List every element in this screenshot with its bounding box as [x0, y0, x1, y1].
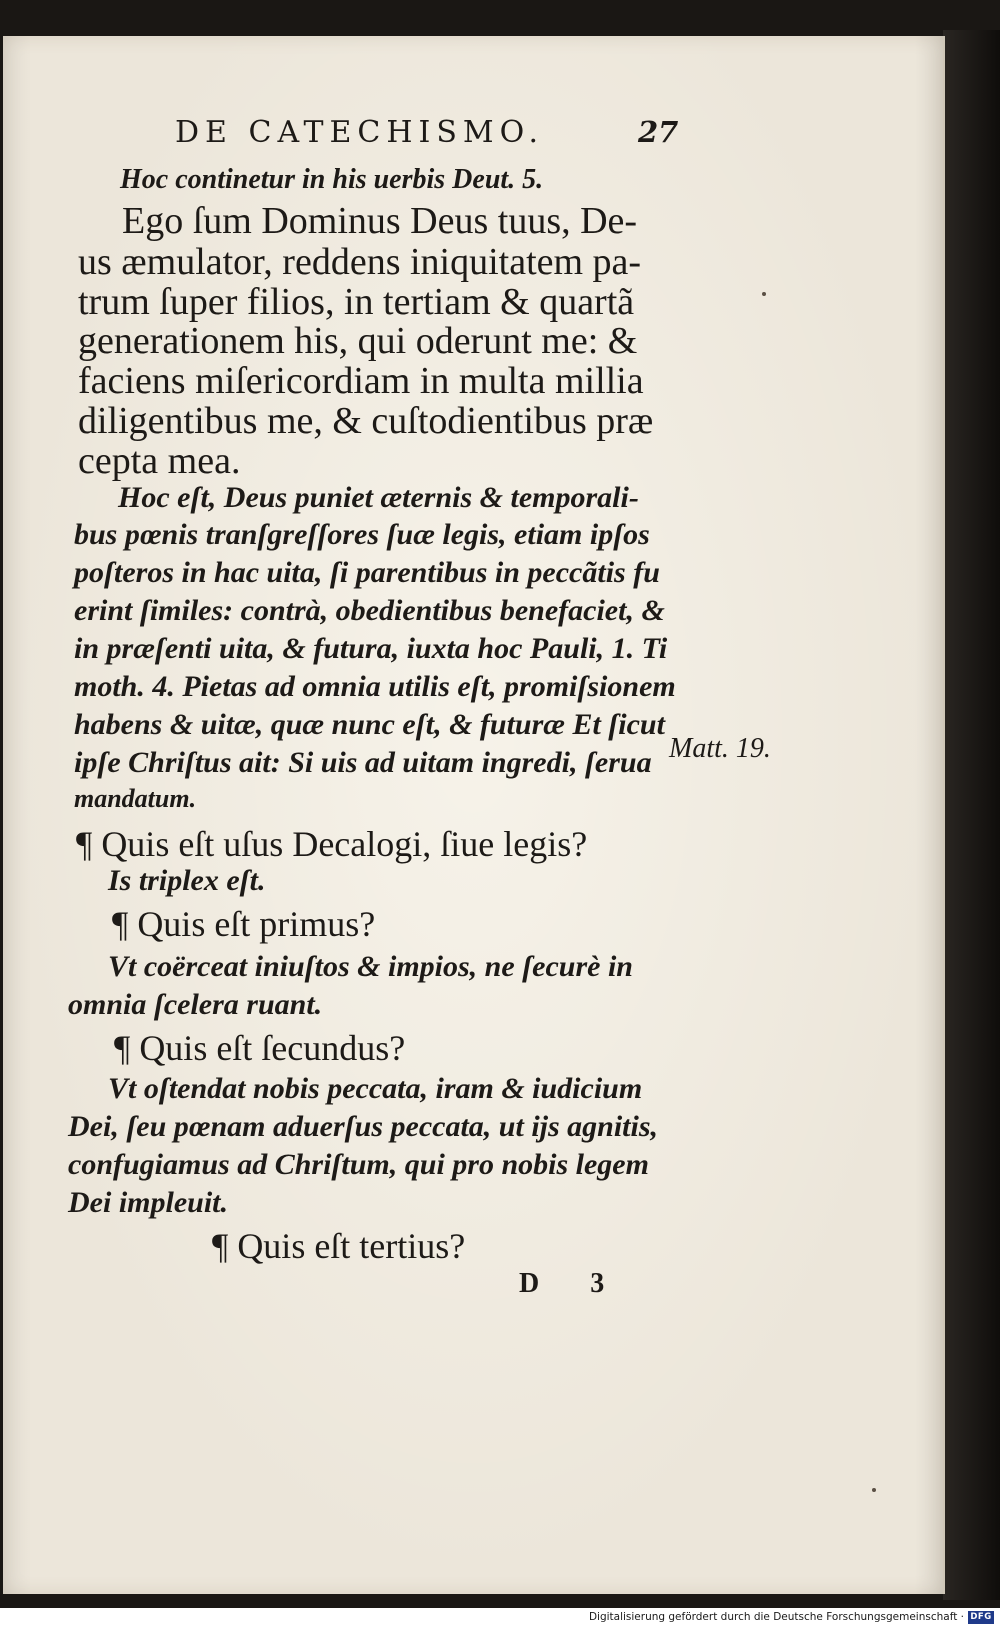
question-tertius: ¶ Quis eſt tertius?	[212, 1226, 466, 1266]
commandment-line: diligentibus me, & cuſtodientibus præ	[78, 400, 654, 442]
commandment-line: Ego ſum Dominus Deus tuus, De-	[122, 200, 638, 242]
answer-secundus-line: Dei impleuit.	[68, 1186, 228, 1219]
answer-secundus-line: Dei, ſeu pœnam aduerſus peccata, ut ijs agnitis,	[68, 1110, 659, 1143]
gloss-line: Hoc eſt, Deus puniet æternis & temporali-	[118, 481, 639, 514]
gloss-line: bus pœnis tranſgreſſores ſuæ legis, etiam ipſos	[74, 518, 650, 551]
answer-triplex: Is triplex eſt.	[108, 864, 266, 897]
marginal-reference: Matt. 19.	[669, 733, 771, 764]
commandment-line: cepta mea.	[78, 440, 241, 482]
commandment-line: generationem his, qui oderunt me: &	[78, 320, 638, 362]
question-secundus: ¶ Quis eſt ſecundus?	[114, 1028, 406, 1068]
question-primus: ¶ Quis eſt primus?	[112, 904, 376, 944]
gloss-line: erint ſimiles: contrà, obedientibus benefaciet, &	[74, 594, 665, 627]
gloss-line: moth. 4. Pietas ad omnia utilis eſt, promiſsionem	[74, 670, 676, 703]
page-number: 27	[638, 115, 679, 149]
commandment-line: us æmulator, reddens iniquitatem pa-	[78, 241, 642, 283]
answer-primus-line: Vt coërceat iniuſtos & impios, ne ſecurè in	[108, 950, 633, 983]
gloss-line: mandatum.	[74, 784, 197, 813]
dfg-logo: DFG	[968, 1611, 994, 1624]
running-header: DE CATECHISMO.	[175, 115, 544, 150]
gloss-line: in præſenti uita, & futura, iuxta hoc Pauli, 1. Ti	[74, 632, 668, 665]
paper-speck	[762, 292, 766, 296]
gloss-line: poſteros in hac uita, ſi parentibus in peccãtis fu	[74, 556, 660, 589]
commandment-line: trum ſuper filios, in tertiam & quartã	[78, 281, 635, 323]
signature-mark: D 3	[519, 1268, 627, 1299]
question-usus-decalogi: ¶ Quis eſt uſus Decalogi, ſiue legis?	[76, 824, 588, 864]
book-gutter	[943, 30, 1000, 1600]
gloss-line: ipſe Chriſtus ait: Si uis ad uitam ingredi, ſerua	[74, 746, 652, 779]
footer-credit: Digitalisierung gefördert durch die Deutsche Forschungsgemeinschaft ·	[588, 1611, 964, 1623]
answer-primus-line: omnia ſcelera ruant.	[68, 988, 323, 1021]
answer-secundus-line: confugiamus ad Chriſtum, qui pro nobis legem	[68, 1148, 649, 1181]
paper-speck	[872, 1488, 876, 1492]
answer-secundus-line: Vt oſtendat nobis peccata, iram & iudicium	[108, 1072, 643, 1105]
gloss-line: habens & uitæ, quæ nunc eſt, & futuræ Et ſicut	[74, 708, 665, 741]
intro-line: Hoc continetur in his uerbis Deut. 5.	[120, 164, 544, 195]
commandment-line: faciens miſericordiam in multa millia	[78, 360, 644, 402]
